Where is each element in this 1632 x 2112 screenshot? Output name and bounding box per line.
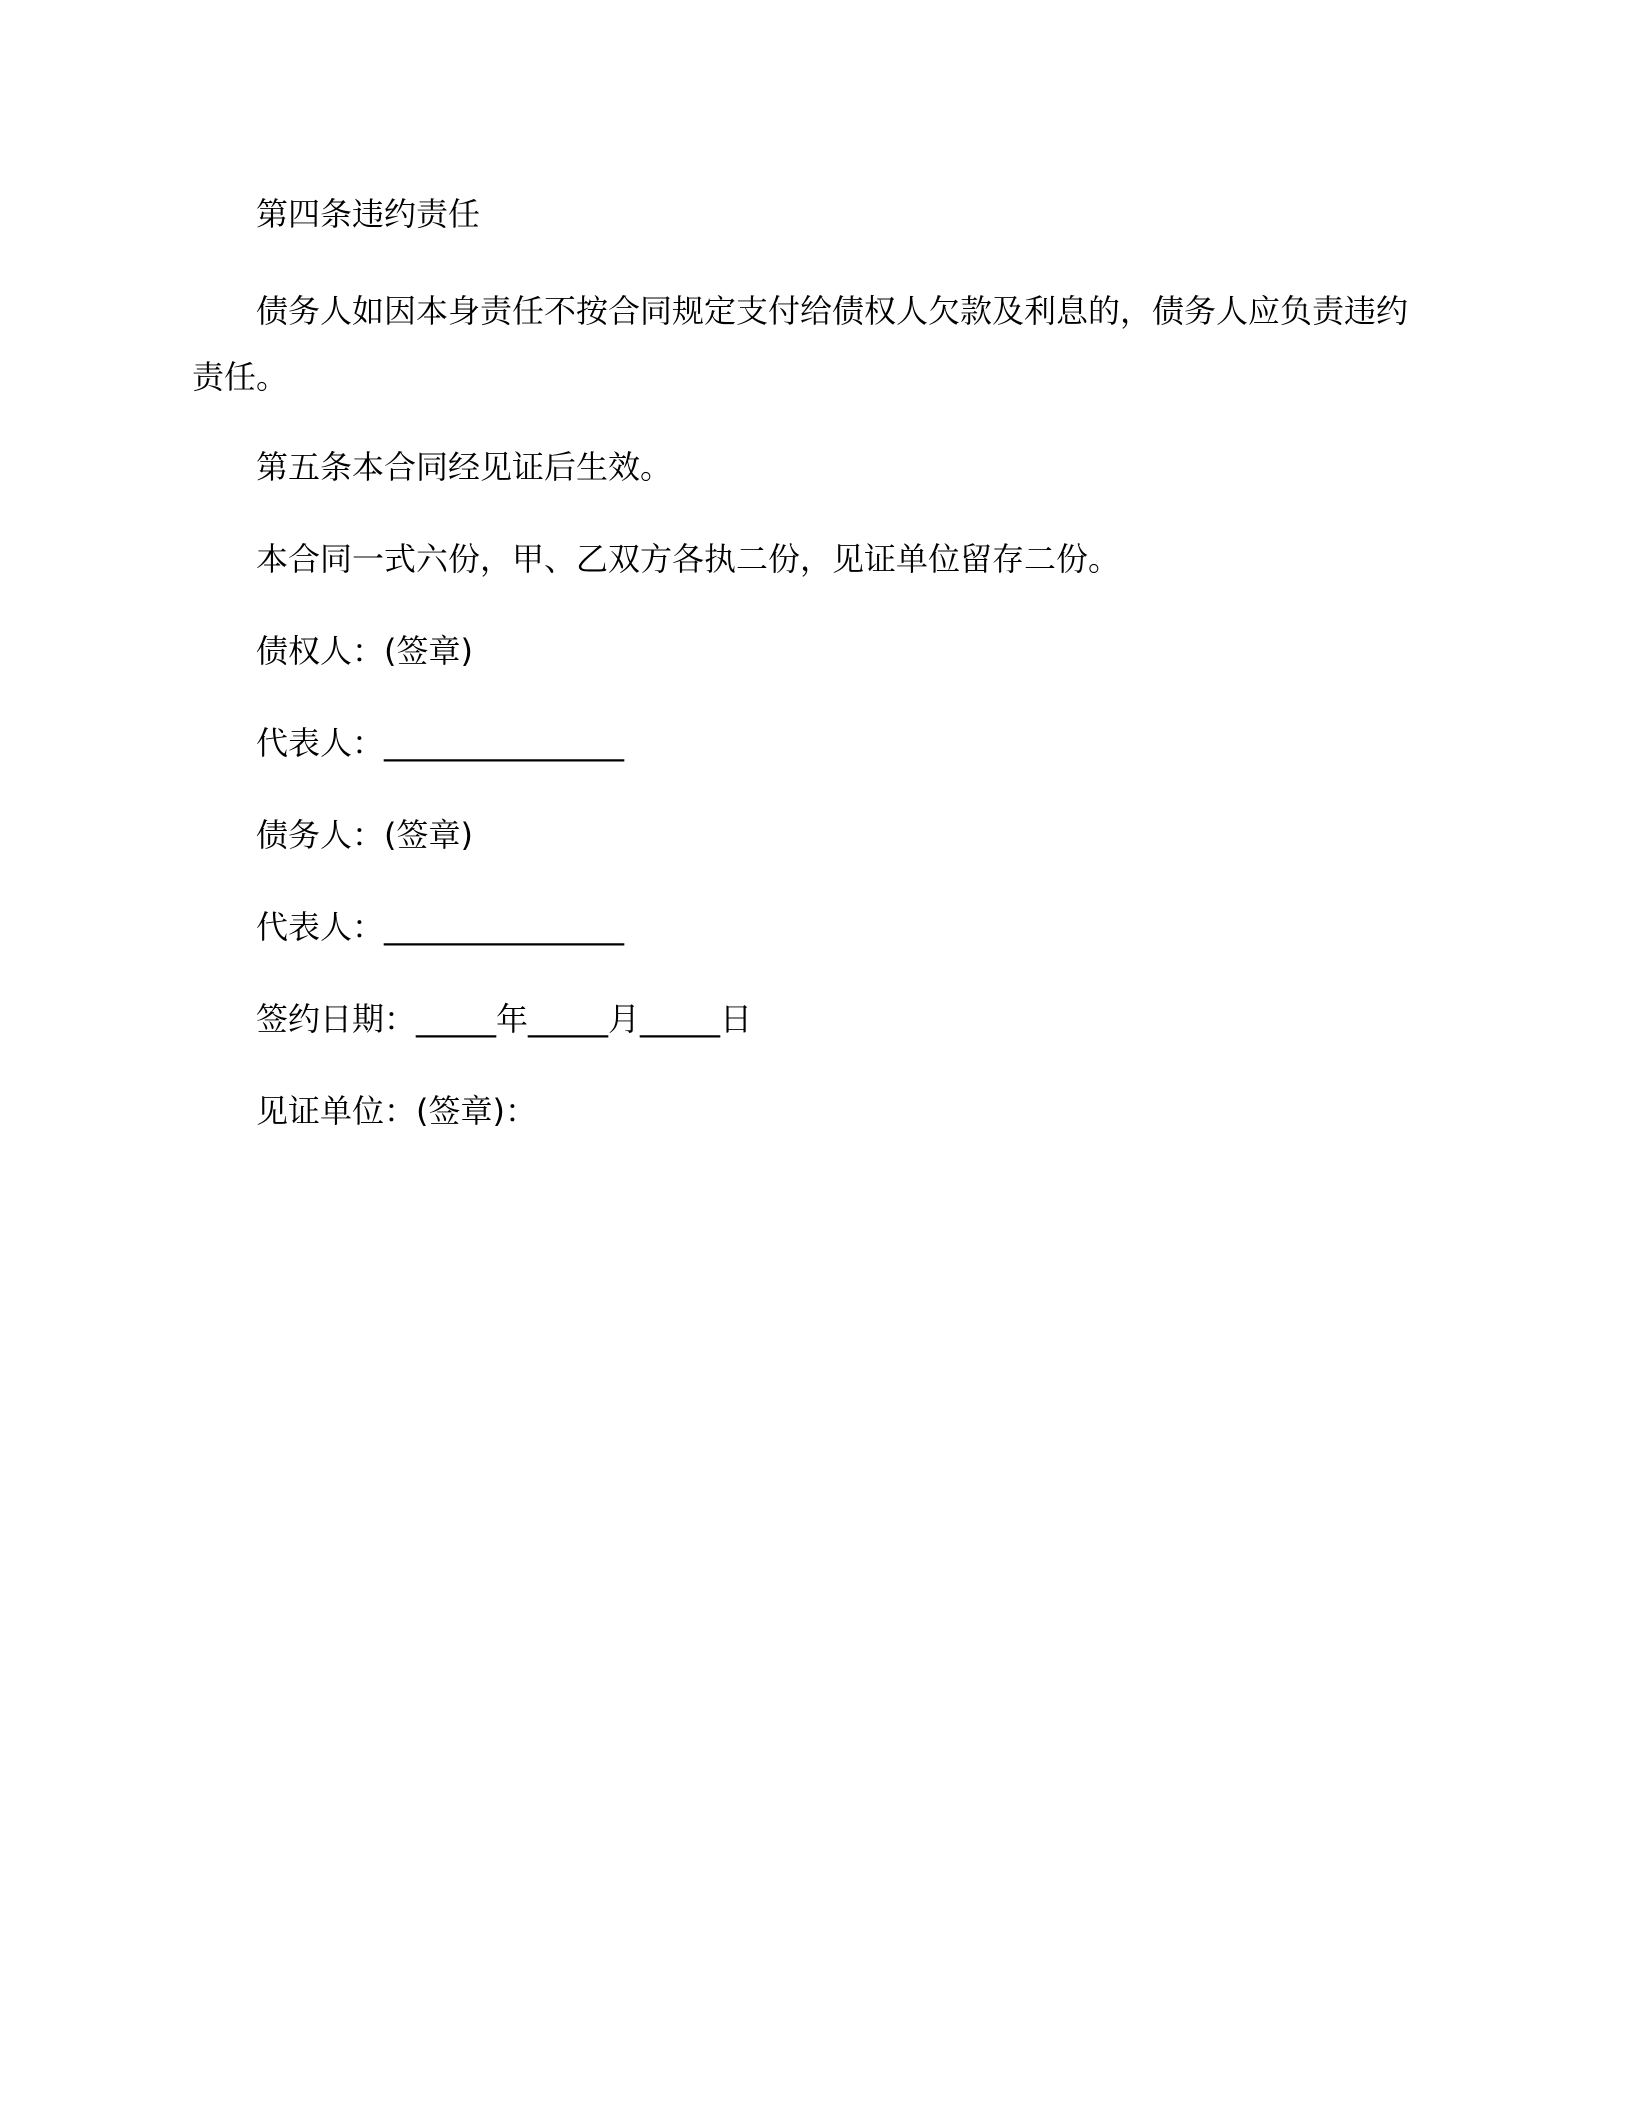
article4-heading: 第四条违约责任 bbox=[256, 195, 481, 233]
creditor-representative-line: 代表人：_______________ bbox=[256, 724, 625, 762]
signing-date-line: 签约日期：_____年_____月_____日 bbox=[256, 1000, 753, 1038]
copies-clause: 本合同一式六份，甲、乙双方各执二份，见证单位留存二份。 bbox=[256, 540, 1121, 578]
article5-heading: 第五条本合同经见证后生效。 bbox=[256, 448, 673, 486]
debtor-signature-line: 债务人：(签章) bbox=[256, 816, 473, 854]
debtor-representative-line: 代表人：_______________ bbox=[256, 908, 625, 946]
creditor-signature-line: 债权人：(签章) bbox=[256, 632, 473, 670]
witness-unit-line: 见证单位：(签章)： bbox=[256, 1092, 537, 1130]
article4-body: 债务人如因本身责任不按合同规定支付给债权人欠款及利息的，债务人应负责违约责任。 bbox=[192, 292, 1409, 396]
